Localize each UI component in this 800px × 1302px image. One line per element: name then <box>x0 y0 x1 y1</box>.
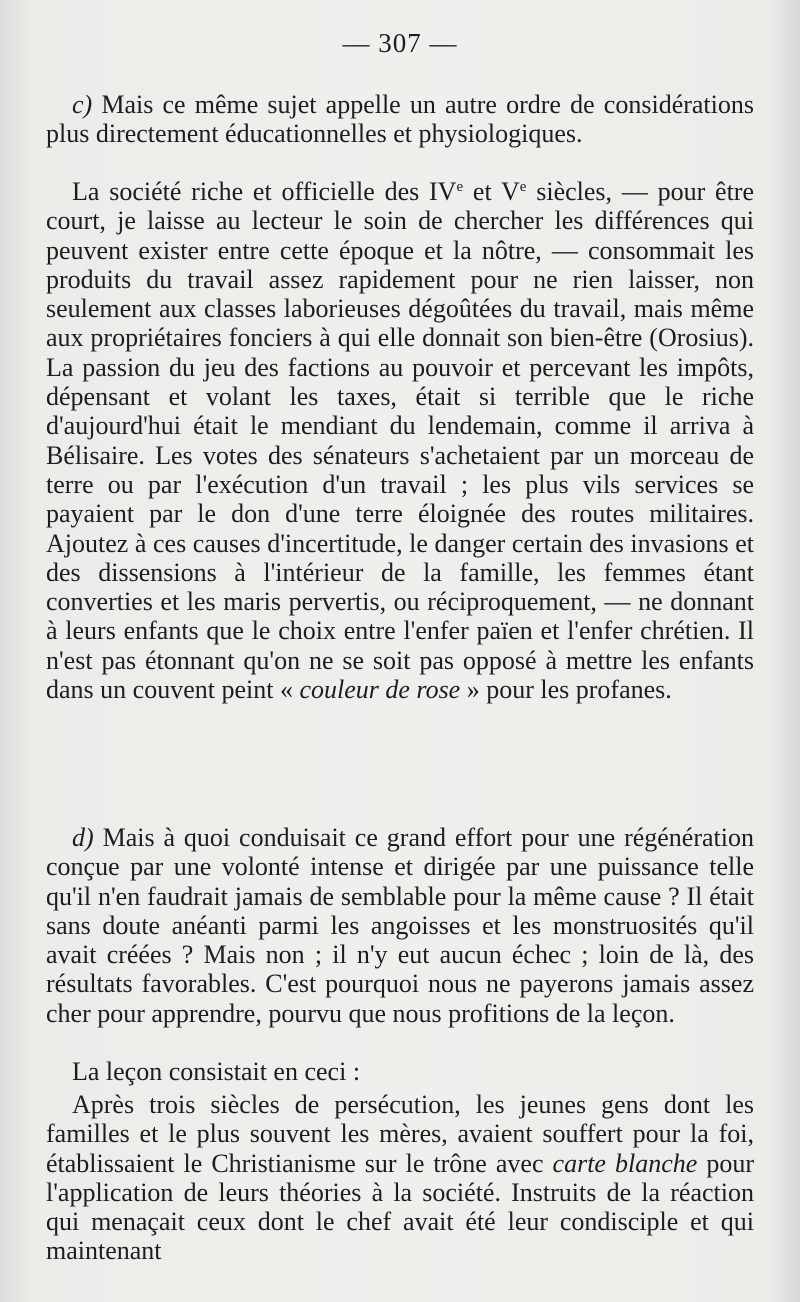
paragraph-d-text: Mais à quoi conduisait ce grand effort pour une régénération conçue par une volonté intense et dirigée par une puissance telle qu'il n'en faudrait jamais de semblable pour la même cause ? Il était sans doute anéanti parmi les angoisses et les monstruosités qu'il avait créées ? Mais non ; il n'y eut aucun échec ; loin de là, des résultats favorables. C'est pourquoi nous ne payerons jamais assez cher pour apprendre, pourvu que nous profitions de la leçon. <box>46 823 754 1028</box>
paragraph-marker-c: c) <box>72 90 93 119</box>
paragraph-society-text-3: siècles, — pour être court, je laisse au lecteur le soin de chercher les différences qui peuvent exister entre cette époque et la nôtre, — consommait les produits du travail assez rapidement pour ne rien laisser, non seulement aux classes laborieuses dégoûtées du travail, mais même aux propriétaires fonciers à qui elle donnait son bien-être (Orosius). La passion du jeu des factions au pouvoir et percevant les impôts, dépensant et volant les taxes, était si terrible que le riche d'aujourd'hui était le mendiant du lendemain, comme il arriva à Bélisaire. Les votes des sénateurs s'achetaient par un morceau de terre ou par l'exécution d'un travail ; les plus vils services se payaient par le don d'une terre éloignée des routes militaires. Ajoutez à ces causes d'incertitude, le danger certain des invasions et des dissensions à l'intérieur de la famille, les femmes étant converties et les maris pervertis, ou réciproquement, — ne donnant à leurs enfants que le choix entre l'enfer païen et l'enfer chrétien. Il n'est pas étonnant qu'on ne se soit pas opposé à mettre les enfants dans un couvent peint « <box>46 177 754 705</box>
paragraph-lesson <box>46 1090 754 1266</box>
page-number: — 307 — <box>342 28 458 58</box>
paragraph-lesson-text-2: pour l'application de leurs théories à la société. Instruits de la réaction qui menaçait ceux dont le chef avait été leur condisciple et qui maintenant <box>46 1148 754 1266</box>
paragraph-society-end: » pour les profanes. <box>460 675 672 705</box>
superscript-e: e <box>456 179 464 195</box>
italic-phrase: carte blanche <box>552 1148 698 1178</box>
superscript-e: e <box>519 179 527 195</box>
paragraph-lesson-text-1: Après trois siècles de persécution, les jeunes gens dont les familles et le plus souvent les mères, avaient souffert pour la foi, établissaient le Christianisme sur le trône avec <box>46 1090 754 1178</box>
paragraph-d <box>46 823 754 1028</box>
paragraph-society <box>46 177 754 704</box>
paragraph-lesson-intro: La leçon consistait en ceci : <box>72 1057 361 1086</box>
paragraph-society-text-1: La société riche et officielle des IV <box>72 177 457 206</box>
paragraph-c-text: Mais ce même sujet appelle un autre ordre de considérations plus directement éducationnelles et physiologiques. <box>46 90 754 149</box>
paragraph-c <box>46 90 754 149</box>
italic-phrase: couleur de rose <box>299 675 461 705</box>
paragraph-marker-d: d) <box>72 823 94 852</box>
paragraph-society-text-2: et V <box>463 177 520 206</box>
